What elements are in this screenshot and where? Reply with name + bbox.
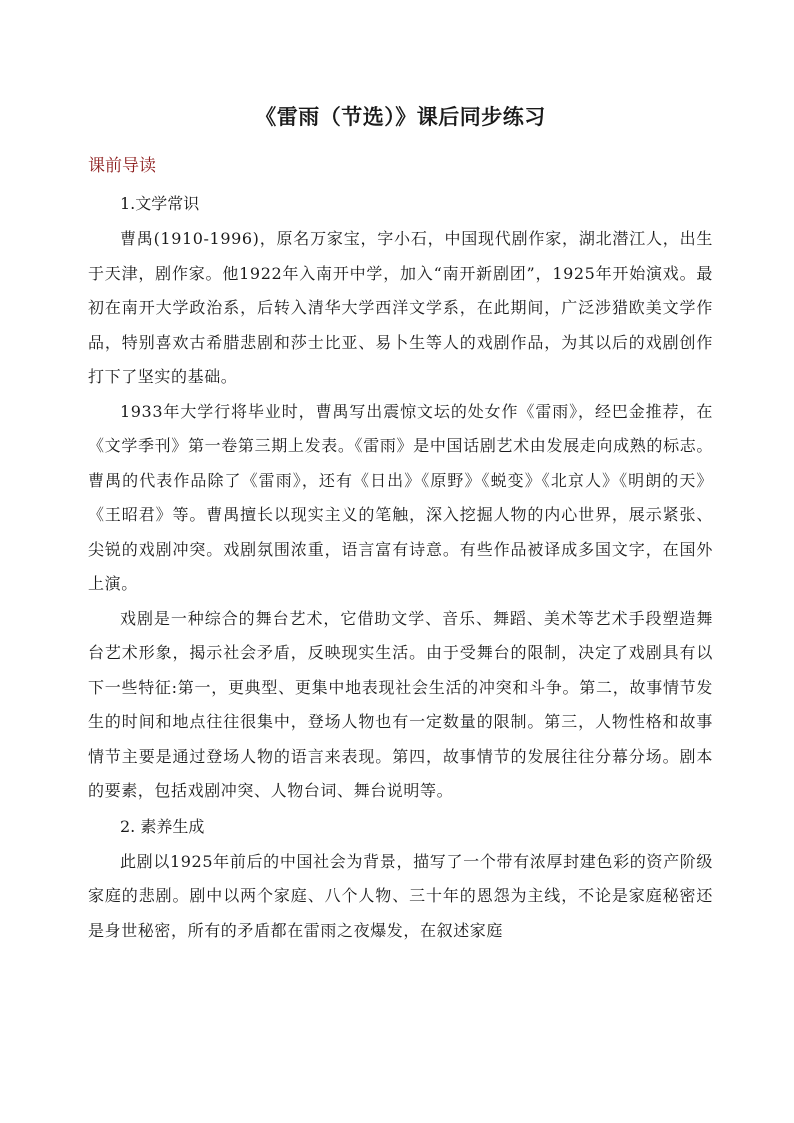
paragraph-play-summary: 此剧以1925年前后的中国社会为背景，描写了一个带有浓厚封建色彩的资产阶级家庭的悲剧。剧中以两个家庭、八个人物、三十年的恩怨为主线，不论是家庭秘密还是身世秘密，所有的矛盾都在雷雨之夜爆发，在叙述家庭 — [88, 851, 713, 940]
paragraph-thunderstorm-history: 1933年大学行将毕业时，曹禺写出震惊文坛的处女作《雷雨》，经巴金推荐，在《文学季刊》第一卷第三期上发表。《雷雨》是中国话剧艺术由发展走向成熟的标志。曹禺的代表作品除了《雷雨》，还有《日出》《原野》《蜕变》《北京人》《明朗的天》《王昭君》等。曹禺擅长以现实主义的笔触，深入挖掘人物的内心世界，展示紧张、尖锐的戏剧冲突。戏剧氛围浓重，语言富有诗意。有些作品被译成多国文字，在国外上演。 — [88, 401, 713, 593]
document-title: 《雷雨（节选）》课后同步练习 — [255, 104, 546, 129]
document-page — [88, 102, 713, 948]
subsection-heading-literary-knowledge: 1.文学常识 — [120, 194, 200, 213]
paragraph-drama-features: 戏剧是一种综合的舞台艺术，它借助文学、音乐、舞蹈、美术等艺术手段塑造舞台艺术形象，揭示社会矛盾，反映现实生活。由于受舞台的限制，决定了戏剧具有以下一些特征:第一，更典型、更集中地表现社会生活的冲突和斗争。第二，故事情节发生的时间和地点往往很集中，登场人物也有一定数量的限制。第三，人物性格和故事情节主要是通过登场人物的语言来表现。第四，故事情节的发展往往分幕分场。剧本的要素，包括戏剧冲突、人物台词、舞台说明等。 — [88, 608, 713, 800]
section-heading-preview: 课前导读 — [88, 156, 156, 176]
paragraph-author-bio: 曹禺(1910-1996)，原名万家宝，字小石，中国现代剧作家，湖北潜江人，出生于天津，剧作家。他1922年入南开中学，加入“南开新剧团”，1925年开始演戏。最初在南开大学政治系，后转入清华大学西洋文学系，在此期间，广泛涉猎欧美文学作品，特别喜欢古希腊悲剧和莎士比亚、易卜生等人的戏剧作品，为其以后的戏剧创作打下了坚实的基础。 — [88, 229, 713, 386]
subsection-heading-competency: 2. 素养生成 — [120, 816, 205, 836]
